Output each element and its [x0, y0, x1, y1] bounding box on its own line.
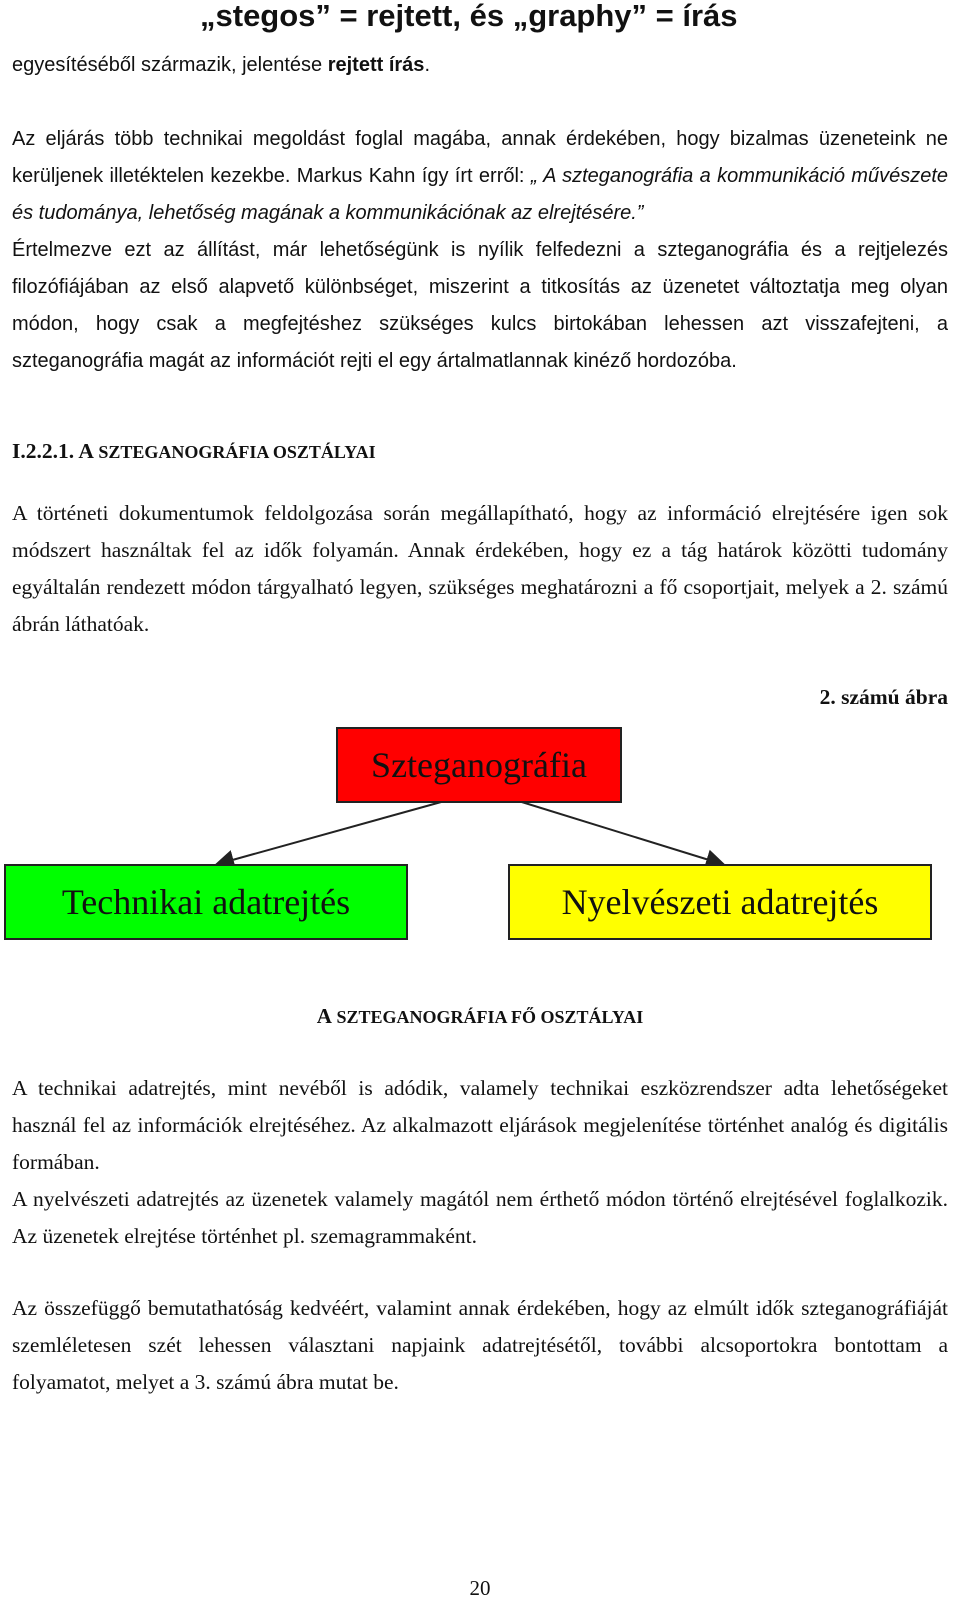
figure-caption: A SZTEGANOGRÁFIA FŐ OSZTÁLYAI — [316, 1004, 644, 1028]
paragraph-2: Értelmezve ezt az állítást, már lehetőségünk is nyílik felfedezni a szteganográfia és a rejtjelezés filozófiájában az első alapvető különbséget, miszerint a titkosítás az üzenetet változtatja meg olyan módon, hogy csak a megfejtéshez szükséges kulcs birtokában lehessen azt visszafejteni, a szteganográfia magát az információt rejti el egy ártalmatlannak kinéző hordozóba. — [12, 239, 948, 372]
page-number: 20 — [469, 1576, 491, 1600]
intro-line: egyesítéséből származik, jelentése rejtett írás. — [12, 54, 430, 76]
paragraph-3: A történeti dokumentumok feldolgozása során megállapítható, hogy az információ elrejtésére igen sok módszert használtak fel az idők folyamán. Annak érdekében, hogy ez a tág határok közötti tudomány egyáltalán rendezett módon tárgyalható legyen, szükséges meghatározni a fő csoportjait, melyek a 2. számú ábrán láthatóak. — [12, 501, 948, 636]
paragraph-5: Az összefüggő bemutathatóság kedvéért, valamint annak érdekében, hogy az elmúlt idők szteganográfiáját szemléletesen szét lehessen választani napjaink adatrejtésétől, további alcsoportokra bontottam a folyamatot, melyet a 3. számú ábra mutat be. — [12, 1296, 948, 1394]
intro-bold: rejtett írás — [327, 54, 425, 76]
box-technical-hiding: Technikai adatrejtés — [4, 864, 408, 940]
paragraph-1: Az eljárás több technikai megoldást foglal magába, annak érdekében, hogy bizalmas üzeneteink ne kerüljenek illetéktelen kezekbe. Markus Kahn így írt erről: „ A szteganográfia a kommunikáció művészete és tudománya, lehetőség magának a kommunikációnak az elrejtésére.” — [12, 128, 949, 224]
paragraph-4a: A technikai adatrejtés, mint nevéből is adódik, valamely technikai eszközrendszer adta lehetőségeket használ fel az információk elrejtéséhez. Az alkalmazott eljárások megjelenítése történhet analóg és digitális formában. — [12, 1076, 948, 1174]
arrow-to-linguistic — [512, 799, 722, 864]
document-page — [12, 47, 948, 1401]
box-linguistic-hiding: Nyelvészeti adatrejtés — [508, 864, 932, 940]
kahn-quote: „ A szteganográfia a kommunikáció művészete és tudománya, lehetőség magának a kommunikációnak az elrejtésére.” — [12, 165, 949, 224]
box-steganography: Szteganográfia — [336, 727, 622, 803]
paragraph-4b: A nyelvészeti adatrejtés az üzenetek valamely magától nem érthető módon történő elrejtésével foglalkozik. Az üzenetek elrejtése történhet pl. szemagrammaként. — [12, 1187, 948, 1248]
arrow-to-technical — [218, 799, 452, 864]
hierarchy-diagram — [12, 724, 948, 1004]
figure-label: 2. számú ábra — [819, 685, 948, 709]
section-heading: I.2.2.1. A SZTEGANOGRÁFIA OSZTÁLYAI — [12, 439, 376, 463]
heading-fragment: „stegos” = rejtett, és „graphy” = írás — [200, 0, 738, 33]
